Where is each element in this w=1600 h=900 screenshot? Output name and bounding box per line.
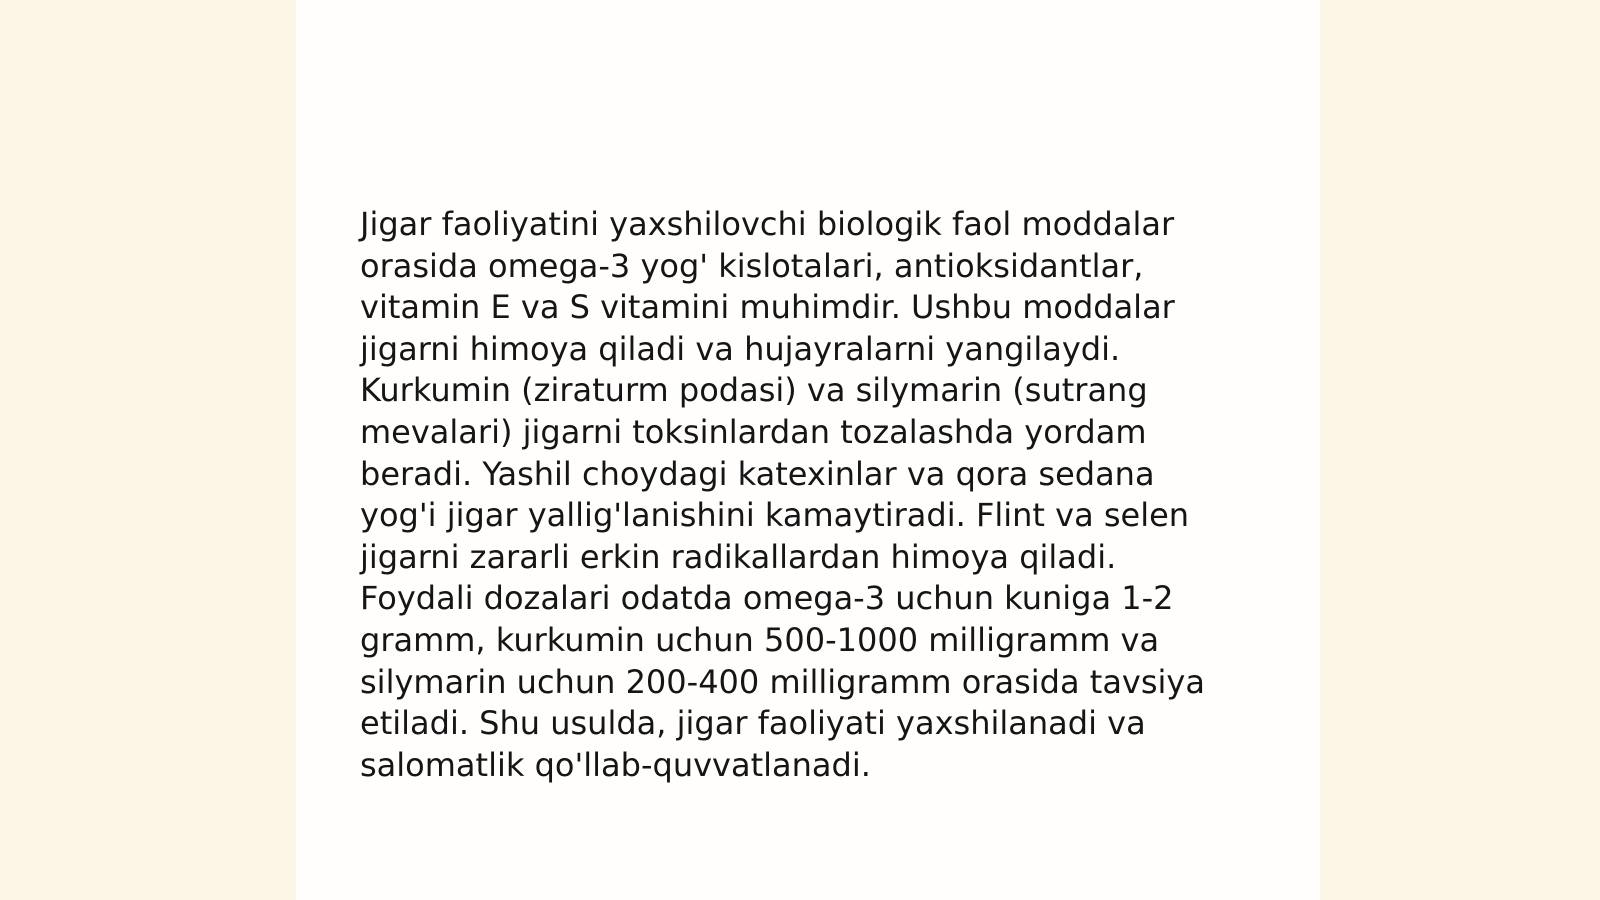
body-paragraph: Jigar faoliyatini yaxshilovchi biologik faol moddalar orasida omega-3 yog' kislotalari, antioksidantlar, vitamin E va S vitamini muhimdir. Ushbu moddalar jigarni himoya qiladi va hujayralarni yangilaydi. Kurkumin (ziraturm podasi) va silymarin (sutrang mevalari) jigarni toksinlardan tozalashda yordam beradi. Yashil choydagi katexinlar va qora sedana yog'i jigar yallig'lanishini kamaytiradi. Flint va selen jigarni zararli erkin radikallardan himoya qiladi. Foydali dozalari odatda omega-3 uchun kuniga 1-2 gramm, kurkumin uchun 500-1000 milligramm va silymarin uchun 200-400 milligramm orasida tavsiya etiladi. Shu usulda, jigar faoliyati yaxshilanadi va salomatlik qo'llab-quvvatlanadi.	[360, 205, 1205, 784]
document-page	[296, 0, 1320, 900]
